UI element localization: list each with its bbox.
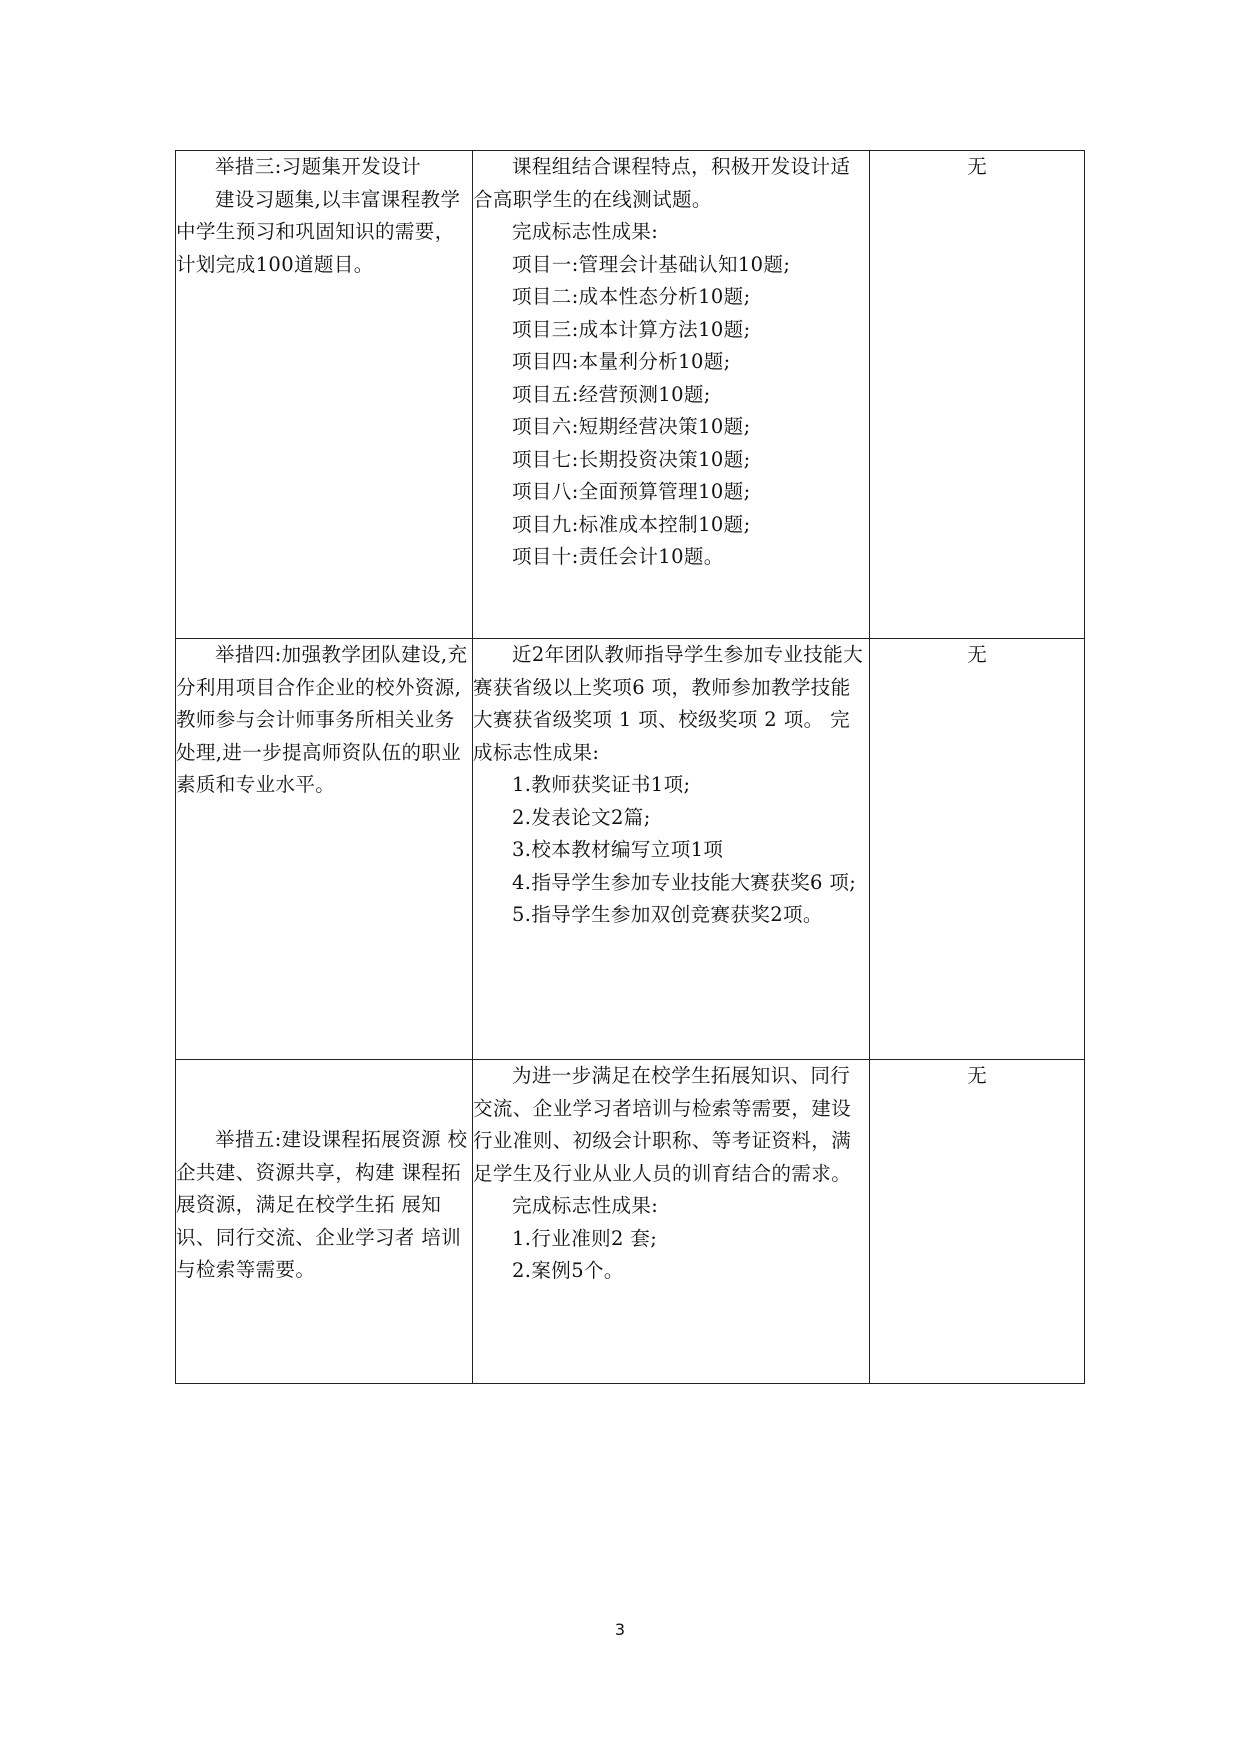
list-item: 项目七:长期投资决策10题; [512, 447, 751, 471]
achievement-heading: 完成标志性成果: [512, 1194, 659, 1217]
remark-cell [870, 151, 1085, 639]
measures-table [175, 150, 1085, 1384]
list-item: 项目八:全面预算管理10题; [512, 480, 751, 503]
measure-text: 举措四:加强教学团队建设,充分利用项目合作企业的校外资源,教师参与会计师事务所相关业务处理,进一步提高师资队伍的职业素质和专业水平。 [176, 643, 468, 796]
measure-cell [176, 639, 473, 1060]
achievement-intro: 近2年团队教师指导学生参加专业技能大赛获省级以上奖项6 项，教师参加教学技能大赛获省级奖项 1 项、校级奖项 2 项。 完成标志性成果: [473, 643, 864, 764]
measure-title: 举措三:习题集开发设计 [215, 155, 421, 178]
list-item: 项目五:经营预测10题; [512, 382, 711, 406]
list-item: 2.发表论文2篇; [512, 805, 651, 829]
list-item: 项目四:本量利分析10题; [512, 350, 731, 373]
remark-text: 无 [967, 643, 987, 666]
measure-body: 建设习题集,以丰富课程教学中学生预习和巩固知识的需要，计划完成100道题目。 [176, 187, 461, 276]
measure-cell [176, 1060, 473, 1384]
table-row [176, 639, 1085, 1060]
list-item: 2.案例5个。 [512, 1259, 624, 1282]
page-number: 3 [614, 1620, 626, 1639]
list-item: 项目十:责任会计10题。 [512, 545, 724, 568]
list-item: 项目三:成本计算方法10题; [512, 317, 751, 341]
remark-cell [870, 1060, 1085, 1384]
achievement-intro: 为进一步满足在校学生拓展知识、同行交流、企业学习者培训与检索等需要，建设行业准则、初级会计职称、等考证资料，满足学生及行业从业人员的训育结合的需求。 [473, 1064, 852, 1185]
list-item: 项目二:成本性态分析10题; [512, 285, 751, 308]
achievement-cell [473, 1060, 870, 1384]
remark-text: 无 [967, 1064, 987, 1087]
table-row [176, 1060, 1085, 1384]
list-item: 1.教师获奖证书1项; [512, 773, 691, 796]
measure-cell [176, 151, 473, 639]
remark-text: 无 [967, 155, 987, 178]
table-row [176, 151, 1085, 639]
list-item: 4.指导学生参加专业技能大赛获奖6 项; [512, 870, 857, 894]
achievement-cell [473, 639, 870, 1060]
list-item: 项目六:短期经营决策10题; [512, 415, 751, 438]
remark-cell [870, 639, 1085, 1060]
achievement-heading: 完成标志性成果: [512, 220, 659, 243]
measure-text: 举措五:建设课程拓展资源 校企共建、资源共享，构建 课程拓展资源，满足在校学生拓 展知识、同行交流、企业学习者 培训与检索等需要。 [176, 1128, 468, 1281]
list-item: 3.校本教材编写立项1项 [512, 838, 724, 861]
list-item: 项目一:管理会计基础认知10题; [512, 252, 791, 276]
list-item: 5.指导学生参加双创竞赛获奖2项。 [512, 903, 823, 926]
list-item: 项目九:标准成本控制10题; [512, 512, 751, 536]
achievement-cell [473, 151, 870, 639]
list-item: 1.行业准则2 套; [512, 1226, 658, 1250]
achievement-intro: 课程组结合课程特点，积极开发设计适合高职学生的在线测试题。 [473, 155, 851, 211]
